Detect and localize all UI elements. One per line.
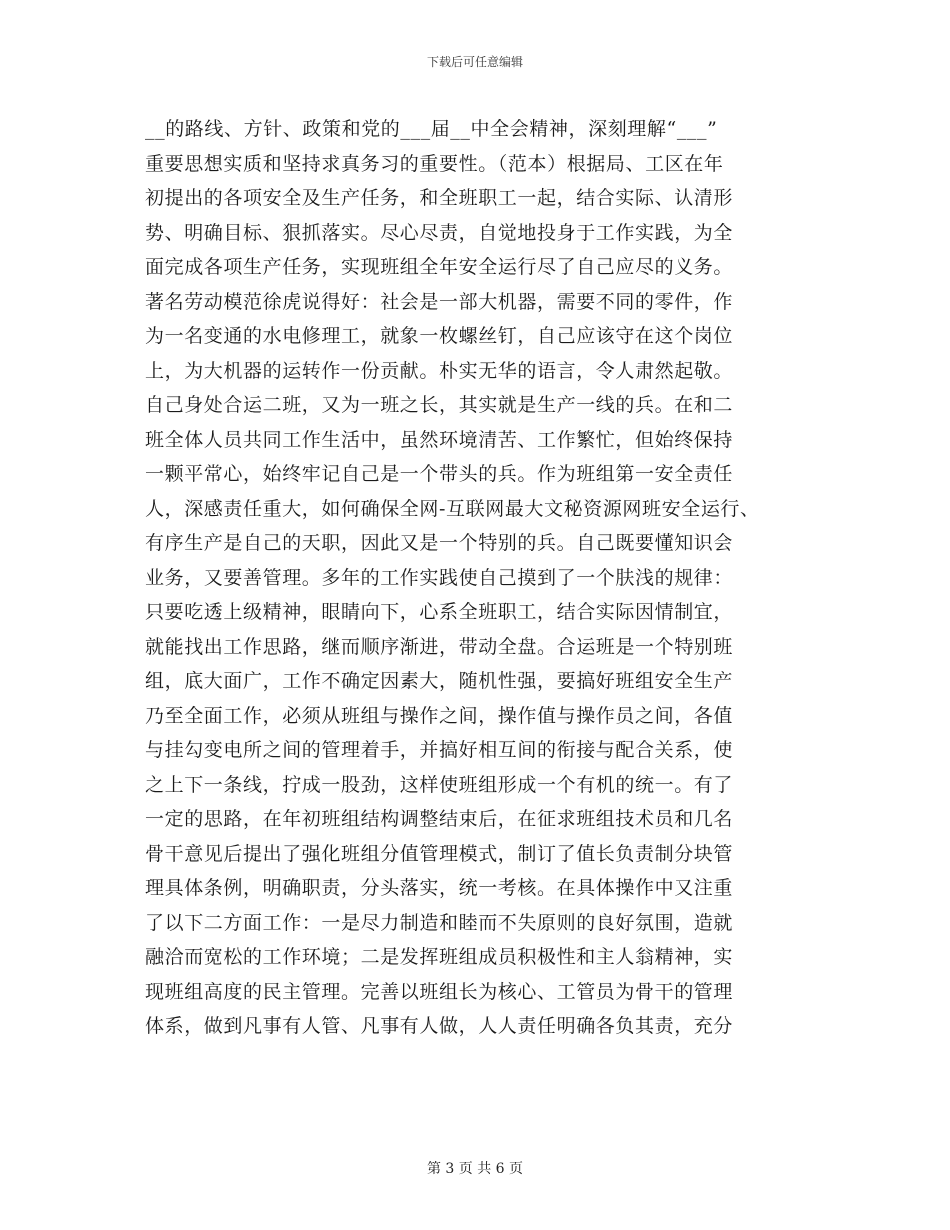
body-text-line: 初提出的各项安全及生产任务，和全班职工一起，结合实际、认清形: [145, 187, 734, 209]
body-text-line: 现班组高度的民主管理。完善以班组长为核心、工管员为骨干的管理: [145, 980, 734, 1003]
body-text-line: 势、明确目标、狠抓落实。尽心尽责，自觉地投身于工作实践，为全: [145, 221, 734, 244]
body-text-line: 业务，又要善管理。多年的工作实践使自己摸到了一个肤浅的规律：: [145, 566, 734, 589]
body-text-line: 重要思想实质和坚持求真务习的重要性。（范本）根据局、工区在年: [145, 152, 724, 175]
body-text-line: 了以下二方面工作：一是尽力制造和睦而不失原则的良好氛围，造就: [145, 911, 734, 934]
body-text-line: 一颗平常心，始终牢记自己是一个带头的兵。作为班组第一安全责任: [145, 463, 734, 485]
body-text-line: 之上下一条线，拧成一股劲，这样使班组形成一个有机的统一。有了: [145, 773, 734, 796]
body-text-line: 就能找出工作思路，继而顺序渐进，带动全盘。合运班是一个特别班: [145, 635, 734, 658]
body-text-line: 班全体人员共同工作生活中，虽然环境清苦、工作繁忙，但始终保持: [145, 428, 734, 451]
page-number-footer: 第 3 页 共 6 页: [426, 1161, 524, 1177]
body-text-line: 理具体条例，明确职责，分头落实，统一考核。在具体操作中又注重: [145, 877, 734, 899]
body-text-line: 乃至全面工作，必须从班组与操作之间，操作值与操作员之间，各值: [145, 704, 734, 727]
body-text-line: 为一名变通的水电修理工，就象一枚螺丝钉，自己应该守在这个岗位: [145, 325, 734, 347]
body-text-line: 与挂勾变电所之间的管理着手，并搞好相互间的衔接与配合关系，使: [145, 739, 734, 761]
document-body: [145, 112, 845, 1044]
body-text-line: 组，底大面广，工作不确定因素大，随机性强，要搞好班组安全生产: [145, 670, 734, 692]
body-text-line: 人，深感责任重大，如何确保全网-互联网最大文秘资源网班安全运行、: [145, 497, 760, 520]
body-text-line: 体系，做到凡事有人管、凡事有人做，人人责任明确各负其责，充分: [145, 1015, 734, 1037]
body-text-line: 只要吃透上级精神，眼睛向下，心系全班职工，结合实际因情制宜，: [145, 601, 734, 623]
body-text-line: __的路线、方针、政策和党的___届__中全会精神，深刻理解“___”: [145, 118, 718, 140]
body-text-line: 上，为大机器的运转作一份贡献。朴实无华的语言，令人肃然起敬。: [145, 359, 734, 382]
body-text-line: 自己身处合运二班，又为一班之长，其实就是生产一线的兵。在和二: [145, 394, 734, 416]
page-header: 下载后可任意编辑: [426, 55, 523, 69]
body-text-line: 面完成各项生产任务，实现班组全年安全运行尽了自己应尽的义务。: [145, 256, 734, 278]
body-text-line: 骨干意见后提出了强化班组分值管理模式，制订了值长负责制分块管: [145, 842, 734, 865]
body-text-line: 融洽而宽松的工作环境；二是发挥班组成员积极性和主人翁精神，实: [145, 946, 734, 968]
body-text-line: 有序生产是自己的天职，因此又是一个特别的兵。自己既要懂知识会: [145, 532, 734, 554]
body-text-line: 著名劳动模范徐虎说得好：社会是一部大机器，需要不同的零件，作: [145, 290, 734, 313]
body-text-line: 一定的思路，在年初班组结构调整结束后，在征求班组技术员和几名: [145, 808, 734, 830]
